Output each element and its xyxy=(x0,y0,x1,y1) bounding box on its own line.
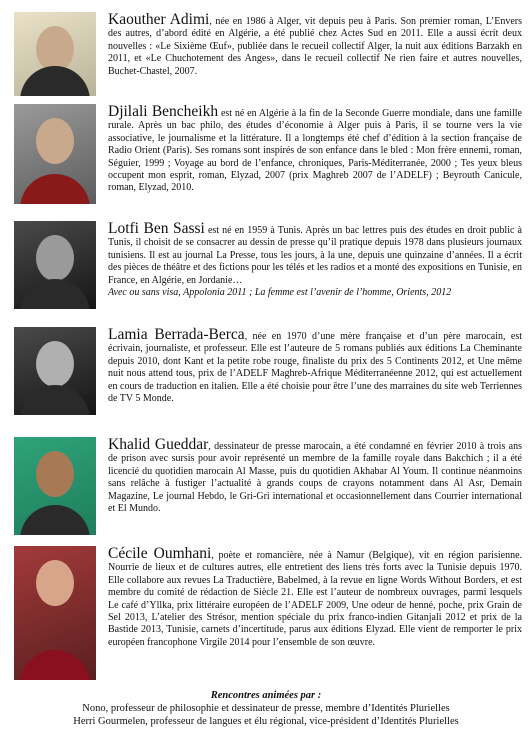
author-photo xyxy=(14,546,96,680)
author-photo xyxy=(14,221,96,309)
author-name: Kaouther Adimi xyxy=(108,11,210,28)
author-name: Djilali Bencheikh xyxy=(108,103,219,120)
author-text xyxy=(108,437,522,515)
author-photo xyxy=(14,12,96,96)
author-bio: est né en 1959 à Tunis. Après un bac lettres puis des études en droit public à Tunis, il choisit de se consacrer au dessin de presse qu’il pratique depuis 1978 dans plusieurs journaux tunisiens. Il est au journal La Presse, tous les jours, à la une, depuis une quinzaine d’années. Il a écrit des pièces de théâtre et des fictions pour les télés et les radios et a monté des expositions en Tunisie, en France, en Algérie, en Jordanie… xyxy=(108,225,522,286)
author-bio: , née en 1970 d’une mère française et d’un père marocain, est écrivain, journaliste, et professeur. Elle est l’auteure de 5 romans publiés aux éditions La Cheminante depuis 2010, dont Kant et la petite robe rouge, finaliste du prix des 5 Continents 2012, et Une même nuit nous attend tous, prix de l’ADELF Maghreb-Afrique Méditerranéenne 2012, qui est actuellement en cours de traduction en italien. Elle a été choisie pour être l’une des marraines du site web Terriennes de TV 5 Monde. xyxy=(108,331,522,405)
moderator-line: Herri Gourmelen, professeur de langues et élu régional, vice-président d’Identités Plurielles xyxy=(73,716,459,727)
author-photo xyxy=(14,327,96,415)
author-text xyxy=(108,221,522,299)
photo-shoulders-shape xyxy=(20,385,90,415)
photo-shoulders-shape xyxy=(20,66,90,96)
photo-head-shape xyxy=(36,451,74,497)
moderators-title: Rencontres animées par : xyxy=(210,690,322,701)
photo-head-shape xyxy=(36,341,74,387)
author-bio: , née en 1986 à Alger, vit depuis peu à Paris. Son premier roman, L’Envers des autres, d’abord édité en Algérie, a été publié chez Actes Sud en 2011. Elle a aussi écrit deux nouvelles : «Le Sixième Œuf», publiée dans le recueil collectif Alger, la nuit aux éditions Barzakh en 2011, et «Le Chuchotement des Anges», dans le recueil collectif Ne rien faire et autres nouvelles, Buchet-Chastel, 2007. xyxy=(108,16,522,77)
photo-shoulders-shape xyxy=(20,650,90,680)
author-bio: , dessinateur de presse marocain, a été condamné en février 2010 à trois ans de prison avec sursis pour avoir représenté un membre de la famille royale dans Bakchich ; il a été licencié du quotidien marocain Al Masse, puis du quotidien Akhabar Al Youm. Il continue néanmoins sans relâche à fustiger l’actualité à grands coups de crayons notamment dans Al Asr, Demain Magazine, Le journal Hebdo, le Gri-Gri international et occasionnellement dans Courrier international et El Mundo. xyxy=(108,441,522,515)
author-photo xyxy=(14,437,96,535)
author-photo xyxy=(14,104,96,204)
photo-shoulders-shape xyxy=(20,279,90,309)
author-name: Lotfi Ben Sassi xyxy=(108,220,205,237)
photo-shoulders-shape xyxy=(20,174,90,204)
author-name: Lamia Berrada-Berca xyxy=(108,326,245,343)
photo-head-shape xyxy=(36,118,74,164)
photo-head-shape xyxy=(36,235,74,281)
moderator-line: Nono, professeur de philosophie et dessinateur de presse, membre d’Identités Plurielles xyxy=(82,703,450,714)
author-extra: Avec ou sans visa, Appolonia 2011 ; La femme est l’avenir de l’homme, Orients, 2012 xyxy=(108,287,452,299)
photo-head-shape xyxy=(36,560,74,606)
author-text xyxy=(108,104,522,195)
author-bio: , poète et romancière, née à Namur (Belgique), vit en région parisienne. Nourrie de lieux et de cultures autres, elle entretient des liens très forts avec la Tunisie depuis 1970. Elle collabore aux revues La Traductière, Babelmed, à la revue en ligne Words Without Borders, et est membre du comité de rédaction de Siècle 21. Elle est l’auteur de nombreux ouvrages, parmi lesquels Le café d’Yllka, prix littéraire européen de l’ADELF 2009, Une odeur de henné, poche, prix Grain de Sel 2013, L’atelier des Strésor, mention spéciale du prix franco-indien Gitanjali 2012 et prix de la Bastide 2013, Tunisie, carnets d’incertitude, parus aux éditions Elyzad. Elle vient de remporter le prix européen francophone Virgile 2014 pour l’ensemble de son œuvre. xyxy=(108,550,523,648)
moderators-footer xyxy=(0,689,532,728)
author-name: Cécile Oumhani xyxy=(108,545,212,562)
author-text xyxy=(108,12,522,78)
author-name: Khalid Gueddar xyxy=(108,436,209,453)
photo-shoulders-shape xyxy=(20,505,90,535)
author-text xyxy=(108,327,522,405)
author-bio: est né en Algérie à la fin de la Seconde Guerre mondiale, dans une famille rurale. Après un bac philo, des études d’économie à Alger puis à Paris, il se tourne vers la vie associative, le journalisme et la littérature. Il a longtemps été chef d’édition à la section française de Radio Orient (Paris). Ses romans sont inspirés de son enfance dans le bled : Mon frère ennemi, roman, Séguier, 1999 ; Voyage au bord de l’enfance, chroniques, Paris-Méditerranée, 2000 ; Tes yeux bleus occupent mon esprit, roman, Elyzad, 2007 (prix Maghreb 2007 de l’ADELF) ; Beyrouth Canicule, roman, Elyzad, 2010. xyxy=(108,108,522,194)
author-text xyxy=(108,546,522,649)
